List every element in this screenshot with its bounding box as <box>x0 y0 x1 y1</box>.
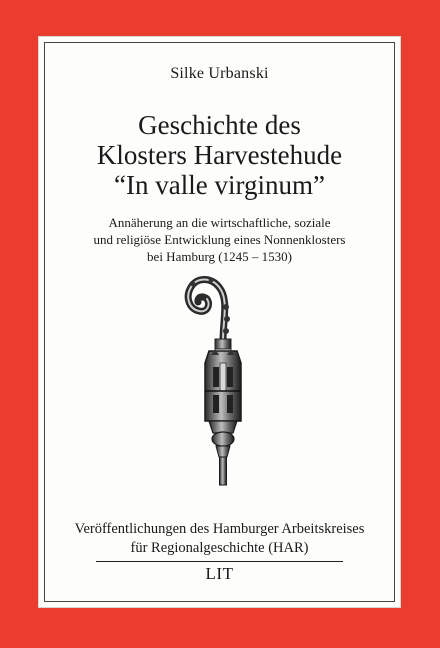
crozier-illustration <box>183 271 253 487</box>
cover-panel <box>38 36 401 608</box>
title-line-1: Geschichte des <box>138 110 301 140</box>
subtitle-line-3: bei Hamburg (1245 – 1530) <box>147 249 292 264</box>
series-name <box>45 520 394 558</box>
divider-rule <box>96 561 343 562</box>
title-line-2: Klosters Harvestehude <box>96 140 343 170</box>
subtitle-line-2: und religiöse Entwicklung eines Nonnenklosters <box>93 232 346 247</box>
book-title <box>45 110 394 200</box>
series-line-2: für Regionalgeschichte (HAR) <box>130 540 309 556</box>
author-name: Silke Urbanski <box>170 65 269 82</box>
book-subtitle <box>45 214 394 265</box>
publisher-logo: LIT <box>205 564 234 583</box>
inner-frame <box>44 42 395 602</box>
subtitle-line-1: Annäherung an die wirtschaftliche, soziale <box>108 215 331 230</box>
title-line-3: “In valle virginum” <box>114 170 325 200</box>
series-line-1: Veröffentlichungen des Hamburger Arbeitskreises <box>74 521 365 537</box>
